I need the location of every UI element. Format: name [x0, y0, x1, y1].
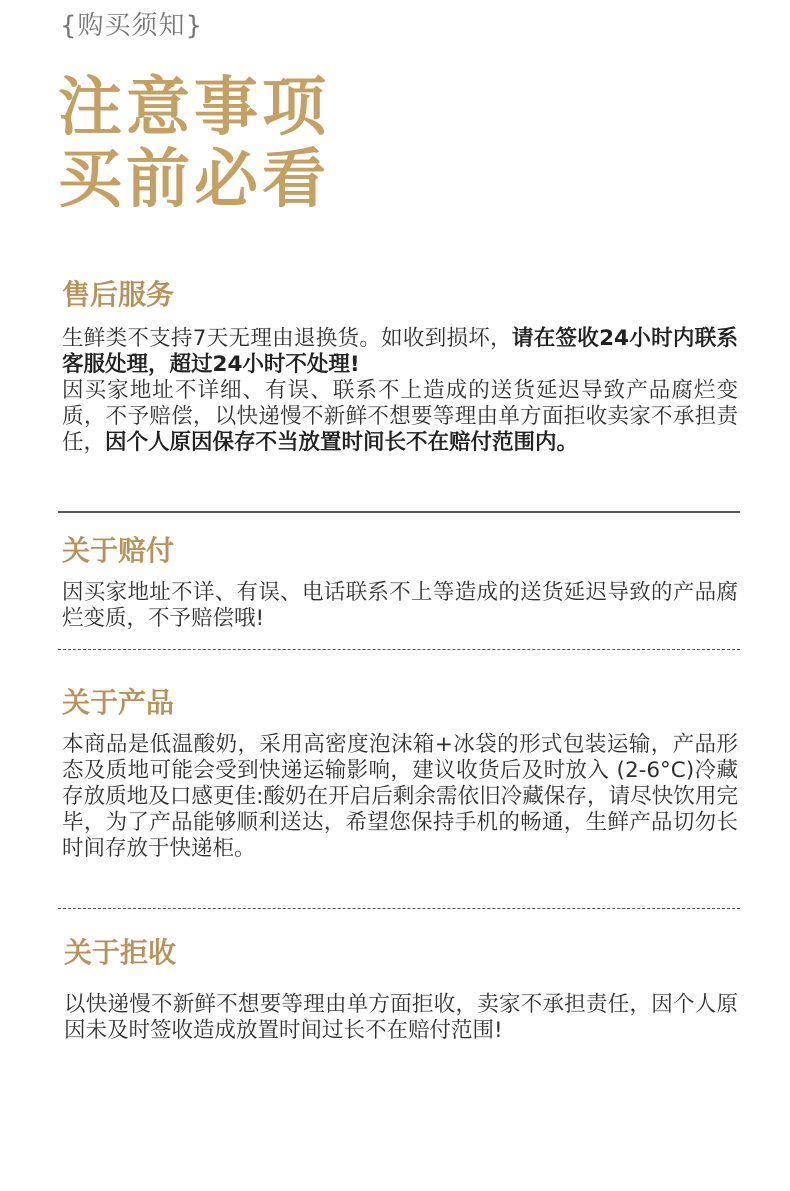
section-divider [58, 511, 740, 513]
after-sales-text: 生鲜类不支持7天无理由退换货。如收到损坏， [62, 326, 512, 351]
section-title-after-sales: 售后服务 [62, 278, 175, 311]
after-sales-paragraph-2 [62, 378, 738, 456]
hero-title-line-2: 买前必看 [58, 143, 330, 217]
compensation-body: 因买家地址不详、有误、电话联系不上等造成的送货延迟导致的产品腐烂变质，不予赔偿哦! [62, 580, 738, 631]
hero-title-line-1: 注意事项 [58, 71, 330, 145]
product-body: 本商品是低温酸奶，采用高密度泡沫箱+冰袋的形式包装运输，产品形态及质地可能会受到快递运输影响，建议收货后及时放入 (2-6°C)冷藏存放质地及口感更佳:酸奶在开启后剩余需依旧冷藏保存，请尽快饮用完毕，为了产品能够顺利送达，希望您保持手机的畅通，生鲜产品切勿长时间存放于快递柜。 [62, 732, 738, 861]
hero-title [58, 72, 330, 216]
section-divider-dashed [58, 908, 740, 909]
section-title-product: 关于产品 [62, 686, 175, 719]
section-divider-dashed [58, 649, 740, 650]
purchase-notice-label: {购买须知} [60, 11, 204, 41]
section-refusal [64, 936, 738, 1044]
after-sales-emphasis-2: 因个人原因保存不当放置时间长不在赔付范围内。 [105, 430, 579, 455]
after-sales-emphasis: 请在签收24小时内联系客服处理，超过24小时不处理! [62, 326, 738, 377]
section-title-refusal: 关于拒收 [64, 936, 177, 969]
section-after-sales [62, 278, 738, 456]
section-product [62, 686, 738, 862]
after-sales-text-2: 因买家地址不详细、有误、联系不上造成的送货延迟导致产品腐烂变质，不予赔偿，以快递慢不新鲜不想要等理由单方面拒收卖家不承担责任， [62, 378, 738, 455]
after-sales-paragraph-1 [62, 326, 738, 378]
section-compensation [62, 534, 738, 632]
refusal-body: 以快递慢不新鲜不想要等理由单方面拒收，卖家不承担责任，因个人原因未及时签收造成放置时间过长不在赔付范围! [64, 992, 738, 1043]
section-title-compensation: 关于赔付 [62, 534, 175, 567]
